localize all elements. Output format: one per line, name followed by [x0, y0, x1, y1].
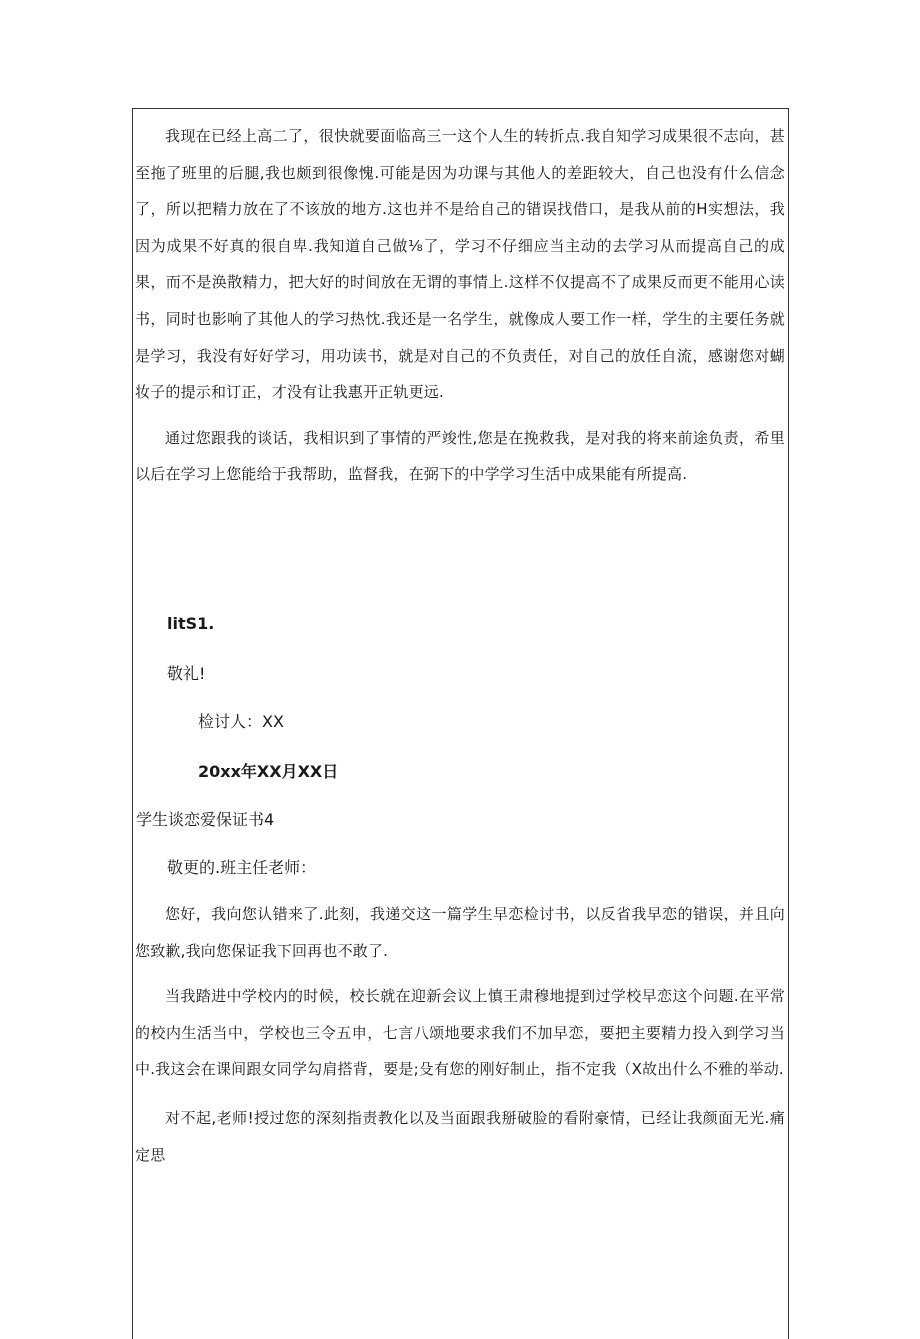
- section-title: 学生谈恋爱保证书4: [136, 810, 275, 829]
- salute: 敬礼!: [167, 664, 206, 683]
- closing-phrase: litS1.: [167, 614, 215, 633]
- paragraph-conversation: 通过您跟我的谈话，我相识到了事情的严竣性,您是在挽救我，是对我的将来前途负责，希里以后在学习上您能给于我帮助，监督我，在弼下的中学学习生活中成果能有所提高.: [135, 428, 785, 484]
- letter-body: [135, 896, 785, 1173]
- paragraph-regret: 对不起,老师!授过您的深刻指责教化以及当面跟我掰破脸的看附豪情，已经让我颜面无光.痛定思: [135, 1108, 785, 1164]
- signature-name: 检讨人：XX: [198, 712, 284, 731]
- letter-greeting: 敬更的.班主任老师：: [167, 858, 317, 877]
- paragraph-school-rules: 当我踏进中学校内的时候，校长就在迎新会议上慎王肃穆地提到过学校早恋这个问题.在平常的校内生活当中，学校也三令五申，七言八颂地要求我们不加早恋，要把主要精力投入到学习当中.我这会在课间跟女同学勾肩搭背，要是;殳有您的刚好制止，指不定我（X故出什么不雅的举动.: [135, 987, 785, 1079]
- signature-date: 20xx年XX月XX日: [198, 762, 339, 781]
- paragraph-apology: 您好，我向您认错来了.此刻，我递交这一篇学生早恋检讨书，以反省我早恋的错误，并且向您致歉,我向您保证我下回再也不敢了.: [135, 905, 785, 960]
- document-body: [135, 118, 785, 493]
- paragraph-reflection: 我现在已经上高二了，很快就要面临高三一这个人生的转折点.我自知学习成果很不志向，甚至拖了班里的后腿,我也颇到很像愧.可能是因为功课与其他人的差距较大，自己也没有什么信念了，所以把精力放在了不该放的地方.这也并不是给自己的错误找借口，是我从前的H实想法，我因为成果不好真的很自卑.我知道自己做⅛了，学习不仔细应当主动的去学习从而提高自己的成果，而不是涣散精力，把大好的时间放在无谓的事情上.这样不仅提高不了成果反而更不能用心读书，同时也影响了其他人的学习热忱.我还是一名学生，就像成人要工作一样，学生的主要任务就是学习，我没有好好学习，用功读书，就是对自己的不负责任，对自己的放任自流，感谢您对蝴妆子的提示和订正，才没有让我惠开正轨更远.: [135, 127, 785, 402]
